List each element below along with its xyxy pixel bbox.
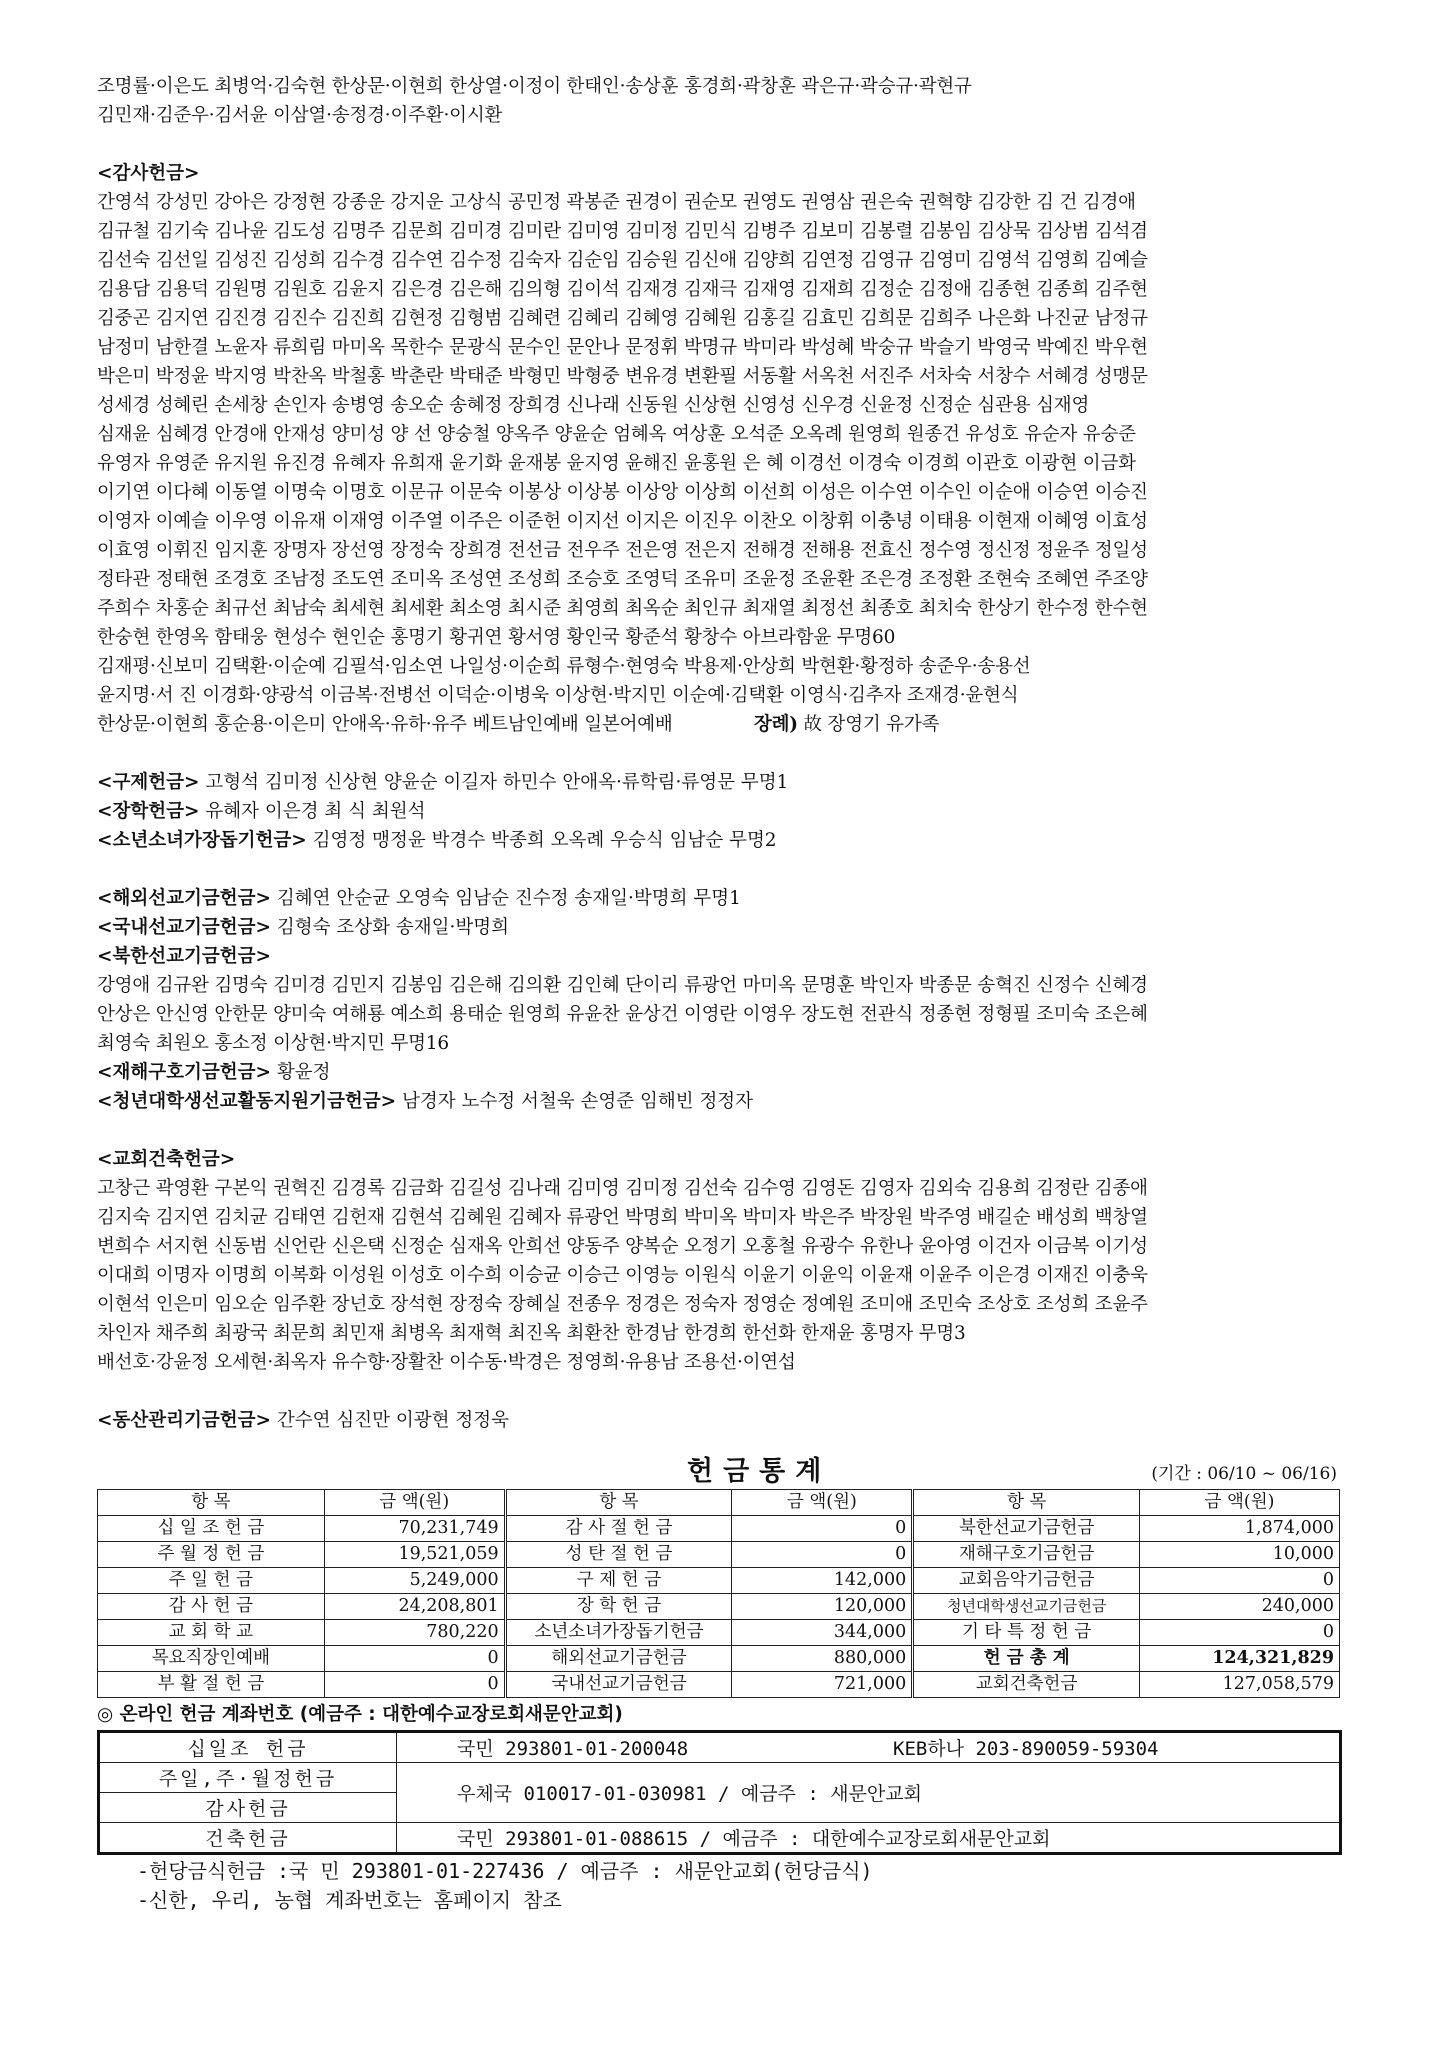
col-header-item: 항 목 <box>913 1490 1140 1516</box>
section-heading: <소년소녀가장돕기헌금> <box>97 830 307 851</box>
item-label: 청년대학생선교기금헌금 <box>913 1594 1140 1620</box>
item-label: 북한선교기금헌금 <box>913 1516 1140 1542</box>
item-amount: 1,874,000 <box>1140 1516 1340 1542</box>
thanks-label: 감사헌금 <box>99 1793 397 1823</box>
building-account[interactable]: 국민 293801-01-088615 / 예금주 : 대한예수교장로회새문안교회 <box>397 1823 1341 1854</box>
tithe-label: 십일조 헌금 <box>99 1732 397 1763</box>
name-line: 강영애 김규완 김명숙 김미경 김민지 김봉임 김은해 김의환 김인혜 단이리 류광언 마미옥 문명훈 박인자 박종문 송혁진 신정수 신혜경 <box>97 975 1148 996</box>
funeral-label: 장례) <box>753 714 798 735</box>
col-header-amount: 금 액(원) <box>1140 1490 1340 1516</box>
name-line: 박은미 박정윤 박지영 박찬옥 박철홍 박춘란 박태준 박형민 박형중 변유경 변환필 서동활 서옥천 서진주 서차숙 서창수 서혜경 성맹문 <box>97 366 1148 387</box>
total-amount: 124,321,829 <box>1140 1646 1340 1672</box>
names: 김형숙 조상화 송재일·박명희 <box>276 917 509 938</box>
stats-row <box>98 1594 1340 1620</box>
item-label: 국내선교기금헌금 <box>505 1672 732 1698</box>
item-label: 주 월 정 헌 금 <box>98 1542 325 1568</box>
item-amount: 0 <box>732 1516 913 1542</box>
section-heading: <장학헌금> <box>97 801 200 822</box>
item-label: 장 학 헌 금 <box>505 1594 732 1620</box>
name-line: 최영숙 최원오 홍소정 이상현·박지민 무명16 <box>97 1033 449 1054</box>
item-amount: 344,000 <box>732 1620 913 1646</box>
name-line: 변희수 서지현 신동범 신언란 신은택 신정순 심재옥 안희선 양동주 양복순 오정기 오홍철 유광수 유한나 윤아영 이건자 이금복 이기성 <box>97 1236 1148 1257</box>
item-amount: 240,000 <box>1140 1594 1340 1620</box>
stats-row <box>98 1542 1340 1568</box>
item-label: 구 제 헌 금 <box>505 1568 732 1594</box>
name-line: 유영자 유영준 유지원 유진경 유혜자 유희재 윤기화 윤재봉 윤지영 윤해진 윤홍원 은 혜 이경선 이경숙 이경희 이관호 이광현 이금화 <box>97 453 1136 474</box>
property-row <box>97 1406 1362 1435</box>
name-line: 남정미 남한결 노윤자 류희림 마미옥 목한수 문광식 문수인 문안나 문정휘 박명규 박미라 박성혜 박숭규 박슬기 박영국 박예진 박우현 <box>97 337 1148 358</box>
names: 유혜자 이은경 최 식 최원석 <box>205 801 426 822</box>
section-heading: <동산관리기금헌금> <box>97 1410 271 1431</box>
item-amount: 880,000 <box>732 1646 913 1672</box>
section-heading: <북한선교기금헌금> <box>97 946 271 967</box>
relief-row <box>97 768 1362 797</box>
name-line: 김재평·신보미 김택환·이순예 김필석·임소연 나일성·이순희 류형수·현영숙 박용제·안상희 박현환·황정하 송준우·송용선 <box>97 656 1031 677</box>
accounts-table <box>97 1730 1342 1855</box>
stats-title: 헌금통계 <box>687 1456 832 1487</box>
name-line: 간영석 강성민 강아은 강정현 강종운 강지운 고상식 공민정 곽봉준 권경이 권순모 권영도 권영삼 권은숙 권혁향 김강한 김 건 김경애 <box>97 192 1136 213</box>
item-amount: 5,249,000 <box>324 1568 505 1594</box>
stats-row <box>98 1672 1340 1698</box>
item-amount: 19,521,059 <box>324 1542 505 1568</box>
col-header-item: 항 목 <box>98 1490 325 1516</box>
name-line: 주희수 차홍순 최규선 최남숙 최세현 최세환 최소영 최시준 최영희 최옥순 최인규 최재열 최정선 최종호 최치숙 한상기 한수정 한수현 <box>97 598 1148 619</box>
scholarship-row <box>97 797 1362 826</box>
name-line: 심재윤 심혜경 안경애 안재성 양미성 양 선 양숭철 양옥주 양윤순 엄혜옥 여상훈 오석준 오옥례 원영희 원종건 유성호 유순자 유숭준 <box>97 424 1136 445</box>
stats-row <box>98 1646 1340 1672</box>
item-label: 주 일 헌 금 <box>98 1568 325 1594</box>
note-line: -헌당금식헌금 :국 민 293801-01-227436 / 예금주 : 새문안교회(헌당금식) <box>137 1859 873 1883</box>
online-accounts-title: ◎ 온라인 헌금 계좌번호 (예금주 : 대한예수교장로회새문안교회) <box>97 1704 623 1725</box>
names: 고형석 김미정 신상현 양윤순 이길자 하민수 안애옥·류학림·류영문 무명1 <box>205 772 789 793</box>
item-amount: 120,000 <box>732 1594 913 1620</box>
item-label: 성 탄 절 헌 금 <box>505 1542 732 1568</box>
section-heading: <재해구호기금헌금> <box>97 1062 271 1083</box>
top-names <box>97 72 1362 130</box>
name-line: 윤지명·서 진 이경화·양광석 이금복·전병선 이덕순·이병욱 이상현·박지민 이순예·김택환 이영식·김추자 조재경·윤현식 <box>97 685 1019 706</box>
item-amount: 721,000 <box>732 1672 913 1698</box>
youth-row <box>97 826 1362 855</box>
name-line: 정타관 정태현 조경호 조남정 조도연 조미옥 조성연 조성희 조승호 조영덕 조유미 조윤정 조윤환 조은경 조정환 조현숙 조혜연 주조양 <box>97 569 1148 590</box>
name-line: 김중곤 김지연 김진경 김진수 김진희 김현정 김형범 김혜련 김혜리 김혜영 김혜원 김홍길 김효민 김희문 김희주 나은화 나진균 남정규 <box>97 308 1148 329</box>
nk-section <box>97 942 1362 1058</box>
name-line: 김지숙 김지연 김치균 김태연 김헌재 김현석 김혜원 김혜자 류광언 박명희 박미옥 박미자 박은주 박장원 박주영 배길순 배성희 백창열 <box>97 1207 1148 1228</box>
item-label: 소년소녀가장돕기헌금 <box>505 1620 732 1646</box>
account-row <box>99 1763 1341 1793</box>
section-heading: <교회건축헌금> <box>97 1149 236 1170</box>
name-line: 김용담 김용덕 김원명 김원호 김윤지 김은경 김은해 김의형 김이석 김재경 김재극 김재영 김재희 김정순 김정애 김종현 김종희 김주현 <box>97 279 1148 300</box>
item-label: 교 회 학 교 <box>98 1620 325 1646</box>
item-label: 해외선교기금헌금 <box>505 1646 732 1672</box>
stats-header-row <box>98 1490 1340 1516</box>
stats-row <box>98 1568 1340 1594</box>
domestic-row <box>97 913 1362 942</box>
item-amount: 0 <box>324 1672 505 1698</box>
item-label: 기 타 특 정 헌 금 <box>913 1620 1140 1646</box>
section-heading: <해외선교기금헌금> <box>97 888 271 909</box>
names: 간수연 심진만 이광현 정정욱 <box>276 1410 509 1431</box>
funeral-text: 故 장영기 유가족 <box>803 714 940 735</box>
stats-row <box>98 1620 1340 1646</box>
name-line: 김규철 김기숙 김나윤 김도성 김명주 김문희 김미경 김미란 김미영 김미정 김민식 김병주 김보미 김봉렬 김봉임 김상묵 김상범 김석겸 <box>97 221 1148 242</box>
item-amount: 0 <box>732 1542 913 1568</box>
weekly-account[interactable]: 우체국 010017-01-030981 / 예금주 : 새문안교회 <box>397 1763 1341 1823</box>
tithe-account-keb[interactable]: KEB하나 203-890059-59304 <box>885 1732 1341 1763</box>
item-amount: 10,000 <box>1140 1542 1340 1568</box>
names: 황윤정 <box>276 1062 331 1083</box>
name-line: 이기연 이다혜 이동열 이명숙 이명호 이문규 이문숙 이봉상 이상봉 이상앙 이상희 이선희 이성은 이수연 이수인 이순애 이승연 이승진 <box>97 482 1148 503</box>
building-label: 건축헌금 <box>99 1823 397 1854</box>
account-notes <box>97 1857 1362 1915</box>
thanks-section <box>97 159 1362 739</box>
item-amount: 142,000 <box>732 1568 913 1594</box>
item-amount: 24,208,801 <box>324 1594 505 1620</box>
name-line: 한숭현 한영옥 함태웅 현성수 현인순 홍명기 황귀연 황서영 황인국 황준석 황창수 아브라함윤 무명60 <box>97 627 896 648</box>
section-heading: <감사헌금> <box>97 163 200 184</box>
item-amount: 780,220 <box>324 1620 505 1646</box>
name-line: 안상은 안신영 안한문 양미숙 여해룡 예소희 용태순 원영희 유윤찬 윤상건 이영란 이영우 장도현 전관식 정종현 정형필 조미숙 조은혜 <box>97 1004 1148 1025</box>
section-heading: <구제헌금> <box>97 772 200 793</box>
item-label: 재해구호기금헌금 <box>913 1542 1140 1568</box>
weekly-label: 주일,주·월정헌금 <box>99 1763 397 1793</box>
item-label: 감 사 절 헌 금 <box>505 1516 732 1542</box>
col-header-item: 항 목 <box>505 1490 732 1516</box>
overseas-row <box>97 884 1362 913</box>
name-line: 이효영 이휘진 임지훈 장명자 장선영 장정숙 장희경 전선금 전우주 전은영 전은지 전해경 전해용 전효신 정수영 정신정 정윤주 정일성 <box>97 540 1148 561</box>
item-label: 교회음악기금헌금 <box>913 1568 1140 1594</box>
item-amount: 127,058,579 <box>1140 1672 1340 1698</box>
total-label: 헌 금 총 계 <box>913 1646 1140 1672</box>
building-section <box>97 1145 1362 1377</box>
name-line: 조명률·이은도 최병억·김숙현 한상문·이현희 한상열·이정이 한태인·송상훈 홍경희·곽창훈 곽은규·곽승규·곽현규 <box>97 76 972 97</box>
note-line: -신한, 우리, 농협 계좌번호는 홈페이지 참조 <box>137 1888 562 1912</box>
stats-table <box>97 1489 1340 1698</box>
college-row <box>97 1087 1362 1116</box>
tithe-account-kb[interactable]: 국민 293801-01-200048 <box>397 1732 886 1763</box>
stats-header <box>97 1449 1362 1489</box>
name-line <box>97 710 1362 739</box>
item-amount: 70,231,749 <box>324 1516 505 1542</box>
item-amount: 0 <box>324 1646 505 1672</box>
item-label: 십 일 조 헌 금 <box>98 1516 325 1542</box>
name-line: 배선호·강윤정 오세현·최옥자 유수향·장활찬 이수동·박경은 정영희·유용남 조용선·이연섭 <box>97 1352 796 1373</box>
names: 남경자 노수정 서철욱 손영준 임해빈 정정자 <box>401 1091 754 1112</box>
account-row <box>99 1823 1341 1854</box>
stats-period: (기간 : 06/10 ~ 06/16) <box>1151 1464 1337 1484</box>
name-line: 고창근 곽영환 구본익 권혁진 김경록 김금화 김길성 김나래 김미영 김미정 김선숙 김수영 김영돈 김영자 김외숙 김용희 김정란 김종애 <box>97 1178 1148 1199</box>
name-line-text: 한상문·이현희 홍순용·이은미 안애옥·유하·유주 베트남인예배 일본어예배 <box>97 714 673 735</box>
name-line: 이대희 이명자 이명희 이복화 이성원 이성호 이수희 이승균 이승근 이영능 이원식 이윤기 이윤익 이윤재 이윤주 이은경 이재진 이충욱 <box>97 1265 1148 1286</box>
names: 김혜연 안순균 오영숙 임남순 진수정 송재일·박명희 무명1 <box>276 888 741 909</box>
item-amount: 0 <box>1140 1620 1340 1646</box>
item-label: 감 사 헌 금 <box>98 1594 325 1620</box>
item-amount: 0 <box>1140 1568 1340 1594</box>
name-line: 김민재·김준우·김서윤 이삼열·송정경·이주환·이시환 <box>97 105 503 126</box>
col-header-amount: 금 액(원) <box>732 1490 913 1516</box>
col-header-amount: 금 액(원) <box>324 1490 505 1516</box>
item-label: 부 활 절 헌 금 <box>98 1672 325 1698</box>
item-label: 교회건축헌금 <box>913 1672 1140 1698</box>
section-heading: <청년대학생선교활동지원기금헌금> <box>97 1091 397 1112</box>
section-heading: <국내선교기금헌금> <box>97 917 271 938</box>
item-label: 목요직장인예배 <box>98 1646 325 1672</box>
names: 김영정 맹정윤 박경수 박종희 오옥례 우승식 임남순 무명2 <box>312 830 777 851</box>
name-line: 성세경 성혜린 손세창 손인자 송병영 송오순 송혜정 장희경 신나래 신동원 신상현 신영성 신우경 신윤정 신정순 심관용 심재영 <box>97 395 1090 416</box>
name-line: 이현석 인은미 임오순 임주환 장넌호 장석현 장정숙 장혜실 전종우 정경은 정숙자 정영순 정예원 조미애 조민숙 조상호 조성희 조윤주 <box>97 1294 1148 1315</box>
name-line: 김선숙 김선일 김성진 김성희 김수경 김수연 김수정 김숙자 김순임 김승원 김신애 김양희 김연정 김영규 김영미 김영석 김영희 김예슬 <box>97 250 1148 271</box>
stats-row <box>98 1516 1340 1542</box>
name-line: 차인자 채주희 최광국 최문희 최민재 최병옥 최재혁 최진옥 최환찬 한경남 한경희 한선화 한재윤 홍명자 무명3 <box>97 1323 966 1344</box>
disaster-row <box>97 1058 1362 1087</box>
account-row <box>99 1732 1341 1763</box>
name-line: 이영자 이예슬 이우영 이유재 이재영 이주열 이주은 이준헌 이지선 이지은 이진우 이찬오 이창휘 이충녕 이태용 이현재 이혜영 이효성 <box>97 511 1148 532</box>
